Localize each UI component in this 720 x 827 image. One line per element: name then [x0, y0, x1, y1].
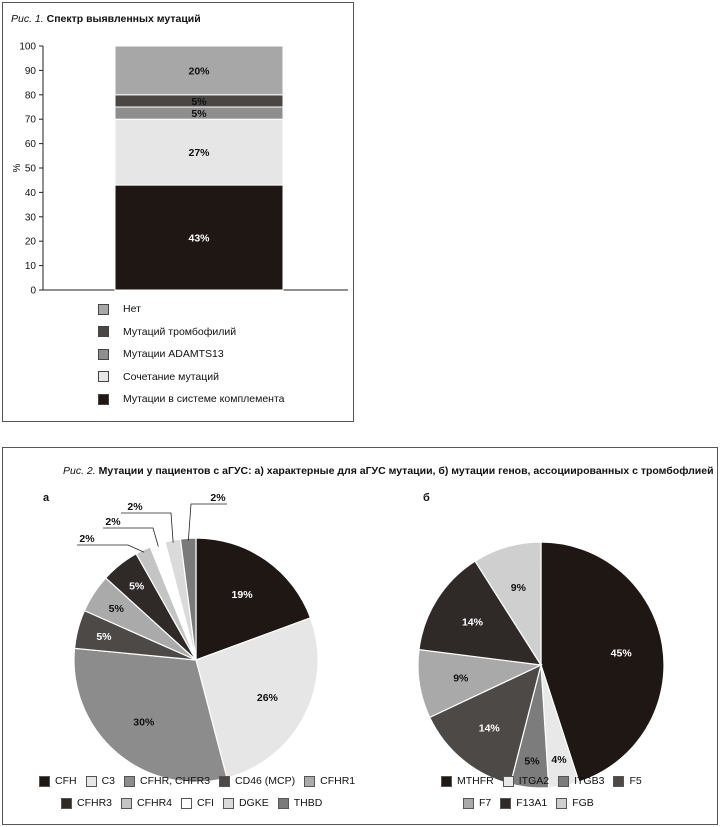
legend-item: [219, 775, 295, 787]
pie-data-label: 5%: [96, 630, 112, 643]
legend-label: ITGA2: [518, 775, 550, 787]
y-tick-label: 10: [24, 261, 36, 273]
legend-label: C3: [101, 775, 116, 787]
legend-row: [39, 792, 364, 814]
figure-1-panel: [2, 2, 354, 422]
pie-data-label: 14%: [461, 616, 483, 629]
legend-label: Мутации ADAMTS13: [123, 348, 224, 361]
legend-swatch: [223, 798, 234, 809]
figure-2-panel: [2, 447, 718, 825]
legend-swatch: [278, 798, 289, 809]
y-axis-label: %: [12, 163, 23, 173]
y-tick-label: 100: [19, 41, 36, 53]
pie-data-label: 2%: [79, 533, 95, 545]
pie-a-legend: [39, 770, 364, 814]
legend-item: [98, 298, 284, 321]
legend-label: CFHR3: [77, 797, 113, 809]
pie-chart-a: [43, 468, 383, 788]
legend-label: CFHR4: [137, 797, 173, 809]
figure-1-caption-title: Спектр выявленных мутаций: [46, 13, 201, 25]
pie-data-label: 5%: [129, 580, 145, 593]
y-tick-label: 30: [24, 212, 36, 224]
legend-swatch: [39, 776, 50, 787]
bar-data-label: 5%: [191, 108, 207, 121]
legend-swatch: [304, 776, 315, 787]
legend-swatch: [556, 798, 567, 809]
legend-item: [121, 797, 172, 809]
stacked-bar-chart: [3, 3, 353, 298]
legend-swatch: [98, 349, 109, 360]
legend-label: DGKE: [238, 797, 269, 809]
figure-1-legend: [98, 298, 284, 411]
legend-label: F7: [479, 797, 492, 809]
legend-item: [124, 775, 210, 787]
legend-item: [181, 797, 214, 809]
legend-item: [223, 797, 269, 809]
legend-label: F5: [629, 775, 642, 787]
legend-label: CFH: [55, 775, 77, 787]
legend-item: [441, 775, 494, 787]
figure-2-caption-prefix: Рис. 2.: [63, 465, 96, 477]
legend-swatch: [500, 798, 511, 809]
legend-label: CD46 (MCP): [235, 775, 296, 787]
pie-data-label: 2%: [127, 501, 143, 513]
legend-item: [98, 321, 284, 344]
y-tick-label: 60: [24, 139, 36, 151]
leader-line: [103, 528, 158, 547]
legend-item: [503, 775, 549, 787]
pie-data-label: 2%: [210, 492, 226, 504]
figure-1-caption-prefix: Рис. 1.: [11, 13, 44, 25]
y-tick-label: 50: [24, 163, 36, 175]
legend-item: [556, 797, 594, 809]
pie-data-label: 30%: [133, 716, 155, 729]
legend-label: Мутации в системе комплемента: [123, 393, 285, 406]
bar-data-label: 5%: [191, 95, 207, 108]
legend-label: Мутаций тромбофилий: [123, 325, 237, 338]
legend-swatch: [219, 776, 230, 787]
legend-item: [558, 775, 604, 787]
legend-item: [500, 797, 547, 809]
legend-swatch: [98, 371, 109, 382]
pie-data-label: 5%: [524, 755, 540, 768]
legend-swatch: [61, 798, 72, 809]
legend-label: F13A1: [516, 797, 548, 809]
legend-swatch: [463, 798, 474, 809]
panel-b-label: б: [423, 492, 430, 504]
legend-item: [613, 775, 641, 787]
legend-label: CFI: [197, 797, 214, 809]
legend-swatch: [124, 776, 135, 787]
legend-item: [463, 797, 491, 809]
legend-label: MTHFR: [457, 775, 494, 787]
panel-a-label: а: [43, 492, 50, 504]
legend-label: Сочетание мутаций: [123, 370, 219, 383]
legend-swatch: [181, 798, 192, 809]
legend-item: [98, 366, 284, 389]
bar-data-label: 43%: [188, 232, 210, 245]
legend-swatch: [441, 776, 452, 787]
legend-item: [278, 797, 323, 809]
pie-data-label: 4%: [551, 754, 567, 767]
legend-swatch: [121, 798, 132, 809]
legend-label: CFHR, CHFR3: [140, 775, 211, 787]
pie-data-label: 45%: [610, 647, 632, 660]
pie-chart-b: [403, 468, 703, 788]
pie-data-label: 9%: [453, 672, 469, 685]
pie-data-label: 5%: [108, 603, 124, 616]
figure-2-caption-title: Мутации у пациентов с аГУС: а) характерные для аГУС мутации, б) мутации генов, ассоциированных с тромбофлией: [98, 465, 714, 477]
pie-data-label: 9%: [510, 582, 526, 595]
legend-row: [441, 770, 651, 792]
legend-item: [39, 775, 77, 787]
y-tick-label: 40: [24, 187, 36, 199]
legend-label: THBD: [293, 797, 323, 809]
y-tick-label: 70: [24, 114, 36, 126]
legend-item: [98, 343, 284, 366]
leader-line: [77, 545, 144, 552]
pie-data-label: 14%: [478, 722, 500, 735]
bar-data-label: 27%: [188, 147, 210, 160]
legend-item: [98, 388, 284, 411]
legend-swatch: [86, 776, 97, 787]
legend-swatch: [98, 326, 109, 337]
leader-line: [188, 504, 227, 541]
legend-swatch: [613, 776, 624, 787]
pie-data-label: 2%: [105, 516, 121, 528]
y-tick-label: 20: [24, 236, 36, 248]
legend-swatch: [503, 776, 514, 787]
legend-row: [441, 792, 651, 814]
legend-swatch: [558, 776, 569, 787]
legend-label: FGB: [572, 797, 594, 809]
y-tick-label: 0: [30, 285, 36, 297]
y-tick-label: 90: [24, 65, 36, 77]
legend-item: [86, 775, 115, 787]
legend-label: CFHR1: [320, 775, 356, 787]
legend-row: [39, 770, 364, 792]
legend-label: Нет: [123, 303, 141, 316]
legend-item: [304, 775, 355, 787]
bar-data-label: 20%: [188, 65, 210, 78]
legend-swatch: [98, 394, 109, 405]
y-tick-label: 80: [24, 90, 36, 102]
legend-label: ITGB3: [574, 775, 605, 787]
legend-swatch: [98, 304, 109, 315]
pie-data-label: 19%: [231, 588, 253, 601]
legend-item: [61, 797, 112, 809]
pie-data-label: 26%: [256, 692, 278, 705]
pie-b-legend: [441, 770, 651, 814]
